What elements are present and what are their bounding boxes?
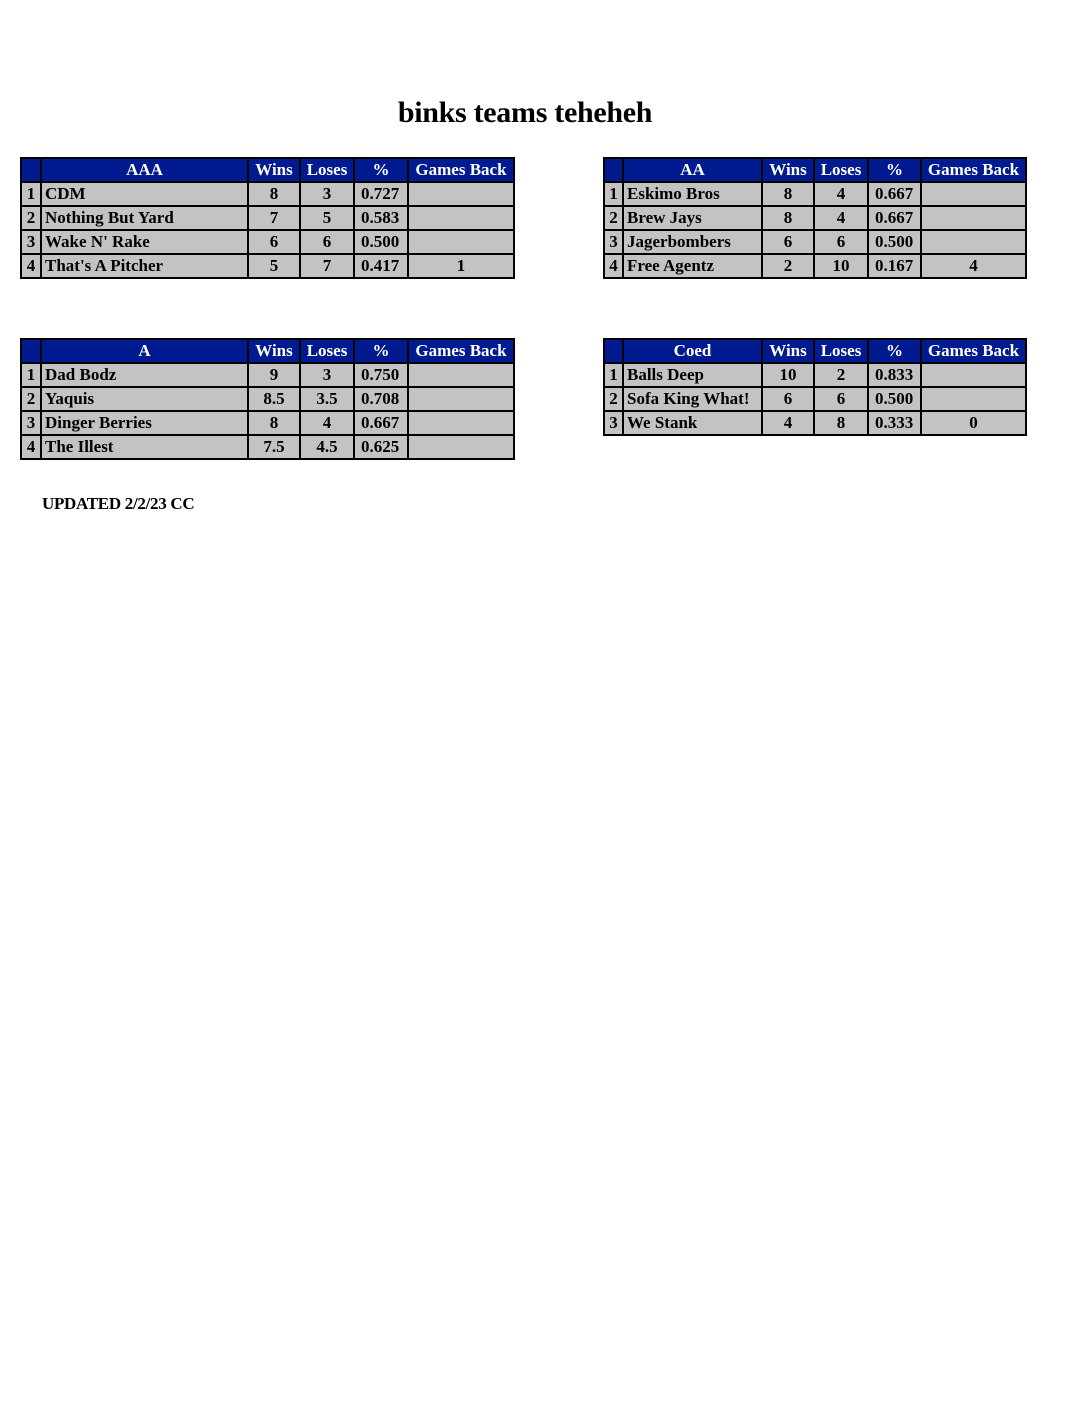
wins-header: Wins (762, 339, 814, 363)
pct-cell: 0.667 (354, 411, 408, 435)
pct-cell: 0.667 (868, 206, 921, 230)
games-back-cell (921, 387, 1026, 411)
games-back-cell (408, 363, 514, 387)
table-row (21, 230, 514, 254)
table-row (21, 363, 514, 387)
division-name: AAA (41, 158, 248, 182)
loses-cell: 6 (814, 230, 868, 254)
rank-header (21, 158, 41, 182)
rank-cell: 3 (21, 411, 41, 435)
games-back-cell: 4 (921, 254, 1026, 278)
loses-cell: 7 (300, 254, 354, 278)
team-cell: Brew Jays (623, 206, 762, 230)
wins-cell: 7.5 (248, 435, 300, 459)
games-back-cell: 1 (408, 254, 514, 278)
loses-cell: 3 (300, 182, 354, 206)
table-row (21, 435, 514, 459)
table-row (604, 230, 1026, 254)
rank-cell: 4 (604, 254, 623, 278)
table-row (21, 182, 514, 206)
wins-cell: 7 (248, 206, 300, 230)
loses-cell: 3.5 (300, 387, 354, 411)
rank-cell: 1 (604, 363, 623, 387)
games-back-cell (921, 363, 1026, 387)
pct-cell: 0.625 (354, 435, 408, 459)
table-row (604, 254, 1026, 278)
games-back-cell (408, 206, 514, 230)
standings-table-coed (603, 338, 1027, 436)
wins-cell: 9 (248, 363, 300, 387)
table-header-row (604, 158, 1026, 182)
pct-header: % (354, 158, 408, 182)
wins-cell: 10 (762, 363, 814, 387)
division-name: Coed (623, 339, 762, 363)
team-cell: Jagerbombers (623, 230, 762, 254)
wins-cell: 8 (248, 182, 300, 206)
table-row (21, 411, 514, 435)
pct-cell: 0.667 (868, 182, 921, 206)
games-back-header: Games Back (408, 339, 514, 363)
wins-cell: 6 (762, 230, 814, 254)
pct-cell: 0.750 (354, 363, 408, 387)
team-cell: Nothing But Yard (41, 206, 248, 230)
rank-cell: 3 (604, 230, 623, 254)
loses-header: Loses (300, 158, 354, 182)
team-cell: Dad Bodz (41, 363, 248, 387)
loses-cell: 4 (814, 206, 868, 230)
table-row (604, 182, 1026, 206)
wins-cell: 8 (762, 182, 814, 206)
loses-cell: 5 (300, 206, 354, 230)
table-header-row (21, 158, 514, 182)
games-back-cell: 0 (921, 411, 1026, 435)
table-row (604, 206, 1026, 230)
pct-cell: 0.500 (868, 387, 921, 411)
pct-cell: 0.727 (354, 182, 408, 206)
loses-cell: 4 (300, 411, 354, 435)
team-cell: The Illest (41, 435, 248, 459)
games-back-cell (921, 182, 1026, 206)
loses-cell: 6 (300, 230, 354, 254)
team-cell: Wake N' Rake (41, 230, 248, 254)
rank-cell: 4 (21, 435, 41, 459)
games-back-cell (408, 182, 514, 206)
loses-header: Loses (300, 339, 354, 363)
team-cell: Free Agentz (623, 254, 762, 278)
loses-cell: 3 (300, 363, 354, 387)
games-back-header: Games Back (408, 158, 514, 182)
loses-header: Loses (814, 158, 868, 182)
team-cell: CDM (41, 182, 248, 206)
team-cell: Balls Deep (623, 363, 762, 387)
wins-cell: 5 (248, 254, 300, 278)
standings-table-aaa (20, 157, 515, 279)
pct-cell: 0.500 (354, 230, 408, 254)
wins-cell: 2 (762, 254, 814, 278)
games-back-header: Games Back (921, 339, 1026, 363)
rank-cell: 2 (604, 206, 623, 230)
wins-cell: 6 (762, 387, 814, 411)
games-back-cell (408, 411, 514, 435)
table-header-row (604, 339, 1026, 363)
rank-cell: 2 (21, 387, 41, 411)
wins-cell: 6 (248, 230, 300, 254)
rank-cell: 4 (21, 254, 41, 278)
pct-header: % (354, 339, 408, 363)
standings-table-aa (603, 157, 1027, 279)
division-name: AA (623, 158, 762, 182)
loses-cell: 4.5 (300, 435, 354, 459)
rank-header (604, 339, 623, 363)
pct-header: % (868, 339, 921, 363)
pct-cell: 0.167 (868, 254, 921, 278)
rank-cell: 1 (21, 363, 41, 387)
rank-cell: 1 (21, 182, 41, 206)
wins-header: Wins (248, 339, 300, 363)
page-title: binks teams teheheh (397, 96, 653, 129)
games-back-cell (921, 206, 1026, 230)
wins-cell: 8 (248, 411, 300, 435)
table-row (21, 206, 514, 230)
pct-cell: 0.417 (354, 254, 408, 278)
rank-cell: 3 (604, 411, 623, 435)
rank-cell: 1 (604, 182, 623, 206)
updated-note: UPDATED 2/2/23 CC (42, 494, 195, 513)
rank-header (21, 339, 41, 363)
rank-cell: 2 (604, 387, 623, 411)
pct-cell: 0.708 (354, 387, 408, 411)
pct-cell: 0.500 (868, 230, 921, 254)
wins-header: Wins (248, 158, 300, 182)
pct-cell: 0.833 (868, 363, 921, 387)
team-cell: That's A Pitcher (41, 254, 248, 278)
team-cell: Eskimo Bros (623, 182, 762, 206)
team-cell: Dinger Berries (41, 411, 248, 435)
rank-header (604, 158, 623, 182)
games-back-cell (408, 230, 514, 254)
pct-cell: 0.333 (868, 411, 921, 435)
table-row (604, 363, 1026, 387)
games-back-cell (408, 387, 514, 411)
games-back-cell (408, 435, 514, 459)
wins-header: Wins (762, 158, 814, 182)
table-row (604, 387, 1026, 411)
team-cell: Yaquis (41, 387, 248, 411)
team-cell: Sofa King What! (623, 387, 762, 411)
wins-cell: 8 (762, 206, 814, 230)
table-header-row (21, 339, 514, 363)
games-back-header: Games Back (921, 158, 1026, 182)
loses-header: Loses (814, 339, 868, 363)
loses-cell: 8 (814, 411, 868, 435)
table-row (21, 387, 514, 411)
games-back-cell (921, 230, 1026, 254)
loses-cell: 6 (814, 387, 868, 411)
loses-cell: 10 (814, 254, 868, 278)
rank-cell: 3 (21, 230, 41, 254)
wins-cell: 4 (762, 411, 814, 435)
loses-cell: 4 (814, 182, 868, 206)
team-cell: We Stank (623, 411, 762, 435)
table-row (604, 411, 1026, 435)
wins-cell: 8.5 (248, 387, 300, 411)
pct-header: % (868, 158, 921, 182)
loses-cell: 2 (814, 363, 868, 387)
table-row (21, 254, 514, 278)
standings-table-a (20, 338, 515, 460)
pct-cell: 0.583 (354, 206, 408, 230)
rank-cell: 2 (21, 206, 41, 230)
division-name: A (41, 339, 248, 363)
